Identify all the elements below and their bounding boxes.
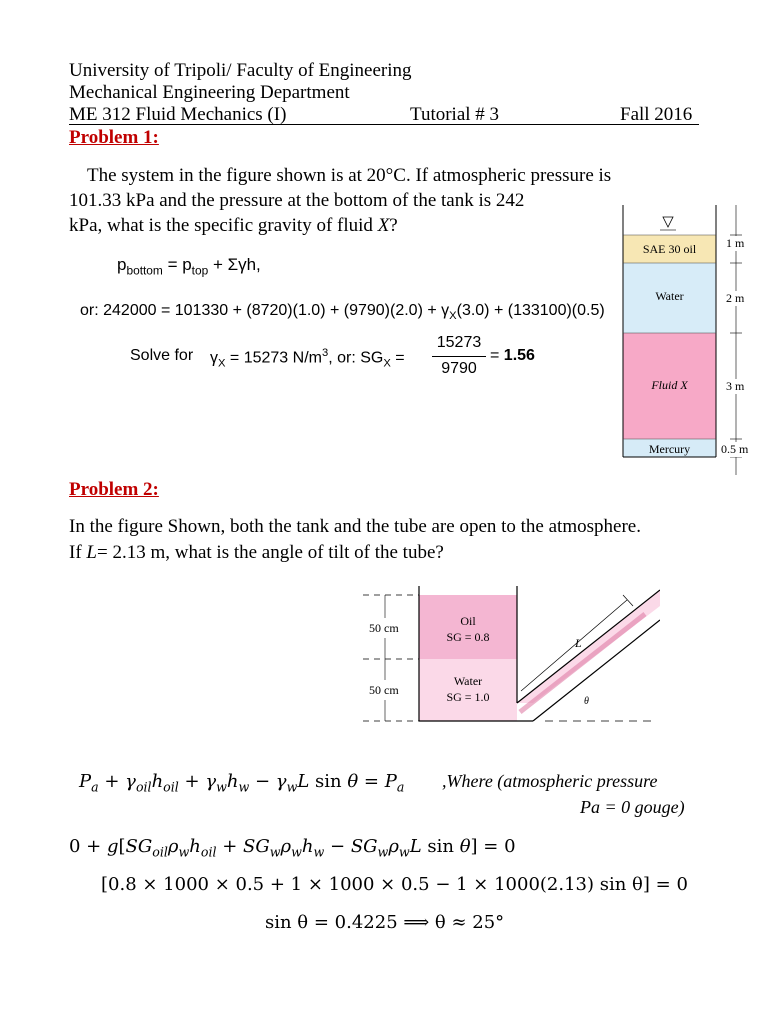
oil-label: Oil	[460, 614, 476, 628]
oil-sg-label: SG = 0.8	[446, 630, 490, 644]
term: Fall 2016	[620, 104, 693, 125]
problem2-heading: Problem 2:	[69, 479, 159, 500]
header-course-line	[69, 104, 699, 125]
layer-water-label: Water	[655, 289, 684, 303]
problem2-text-line1: In the figure Shown, both the tank and the tube are open to the atmosphere.	[69, 516, 641, 537]
layer-oil-label: SAE 30 oil	[642, 242, 697, 256]
tilted-tube-diagram	[355, 578, 660, 728]
problem1-tank-figure	[618, 205, 760, 475]
theta-label: θ	[584, 696, 589, 707]
problem1-equation3: Solve for $\gamma_X = 15273$ $N/m^3$, or: $SG_X$ = 15273 9790 = 1.56	[130, 334, 535, 377]
where-note: ,Where (atmospheric pressure	[442, 771, 658, 791]
problem2-equation4: sin θ = 0.4225 ⟹ θ ≈ 25°	[265, 912, 505, 933]
dim-50cm-top: 50 cm	[369, 621, 399, 635]
problem2-equation1: $P_a + \gamma_{oil}h_{oil} + \gamma_wh_w - \gamma_wL$ $\sin \theta = P_a$	[79, 771, 405, 795]
problem1-text-line1: The system in the figure shown is at 20°C. If atmospheric pressure is	[87, 165, 612, 186]
layer-fluid-x-label: Fluid X	[651, 378, 688, 392]
header-university: University of Tripoli/ Faculty of Engineering	[69, 60, 412, 81]
free-surface-icon	[663, 217, 673, 227]
problem1-heading: Problem 1:	[69, 127, 159, 148]
problem2-tank-figure	[355, 578, 660, 728]
layer-mercury-label: Mercury	[648, 442, 691, 456]
depth-0-5m: 0.5 m	[721, 442, 749, 456]
problem1-text-line3: kPa, what is the specific gravity of fluid X?	[69, 215, 398, 236]
water-sg-label: SG = 1.0	[446, 690, 490, 704]
problem2-text-line2: If L= 2.13 m, what is the angle of tilt of the tube?	[69, 542, 444, 563]
depth-2m: 2 m	[726, 291, 745, 305]
dim-50cm-bottom: 50 cm	[369, 683, 399, 697]
depth-1m: 1 m	[726, 236, 745, 250]
problem1-equation1: $p_{bottom} = p_{top} + \Sigma\gamma h$,	[117, 255, 261, 278]
problem1-equation2: or: $242000 = 101330 + (8720)(1.0) + (9790)(2.0) + \gamma_X(3.0) + (133100)(0.5)$	[80, 302, 605, 323]
header-department: Mechanical Engineering Department	[69, 82, 350, 103]
problem2-equation3: [0.8 × 1000 × 0.5 + 1 × 1000 × 0.5 − 1 × 1000(2.13) sin θ] = 0	[101, 874, 688, 895]
fraction-numerator: 15273	[436, 334, 482, 351]
problem2-equation2: $0 + g[SG_{oil}\rho_wh_{oil} + SG_w\rho_wh_w - SG_w\rho_wL$ sin θ] = 0	[69, 836, 516, 860]
length-L-label: L	[575, 636, 582, 650]
fraction-denominator: 9790	[441, 360, 477, 377]
where-note-2: Pa = 0 gouge)	[580, 797, 685, 817]
depth-3m: 3 m	[726, 379, 745, 393]
tutorial-number: Tutorial # 3	[410, 104, 500, 125]
course-name: ME 312 Fluid Mechanics (I)	[69, 104, 287, 125]
water-label: Water	[453, 674, 483, 688]
problem1-text-line2: 101.33 kPa and the pressure at the bottom of the tank is 242	[69, 190, 525, 211]
